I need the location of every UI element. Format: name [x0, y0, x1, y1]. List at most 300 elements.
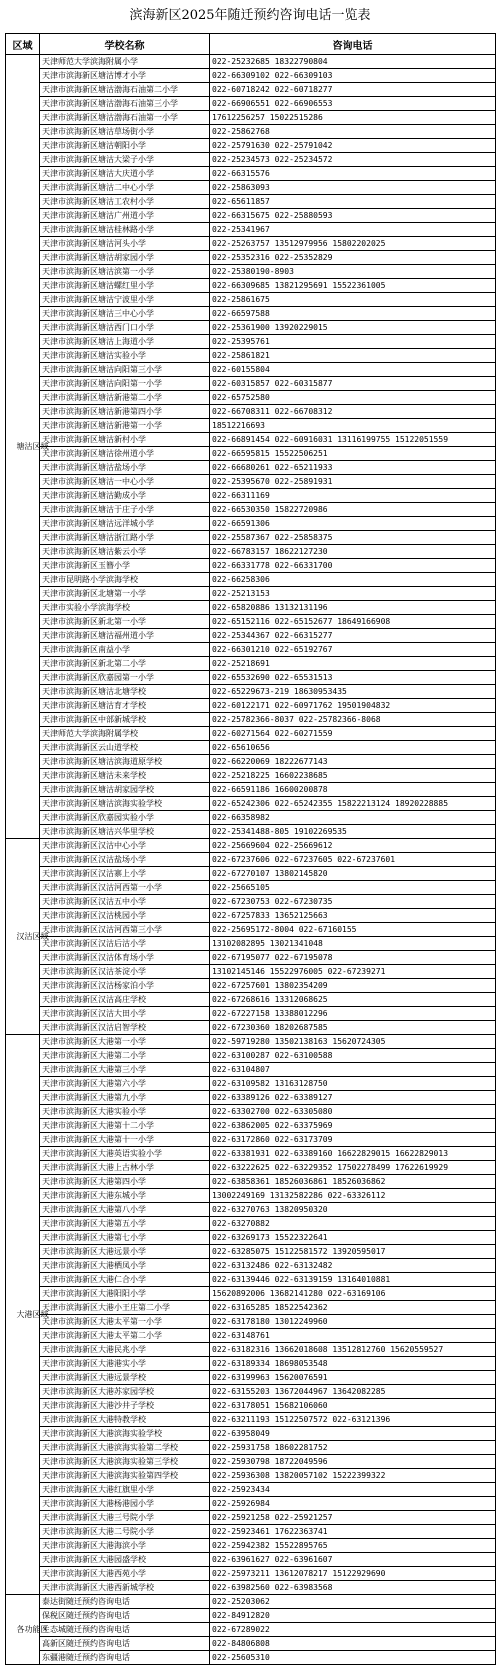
table-row [6, 1315, 496, 1329]
phone-number-cell: 022-63862005 022-63375969 [210, 1119, 496, 1133]
school-name-cell: 泰达街随迁预约咨询电话 [40, 1595, 210, 1609]
table-row [6, 1049, 496, 1063]
phone-number-cell: 022-25923461 17622363741 [210, 1525, 496, 1539]
school-name-cell: 天津市滨海新区大港第七小学 [40, 1231, 210, 1245]
school-name-cell: 天津市滨海新区大港太平第一小学 [40, 1315, 210, 1329]
table-row [6, 685, 496, 699]
school-name-cell: 天津市滨海新区大港西新城学校 [40, 1581, 210, 1595]
phone-number-cell: 022-25380190-8903 [210, 265, 496, 279]
school-name-cell: 天津市滨海新区大港第三小学 [40, 1063, 210, 1077]
phone-number-cell: 022-25203062 [210, 1595, 496, 1609]
table-row [6, 139, 496, 153]
school-name-cell: 天津市滨海新区汉沽大田小学 [40, 1007, 210, 1021]
school-name-cell: 天津市滨海新区欣嘉园实验小学 [40, 811, 210, 825]
phone-number-cell: 022-63100287 022-63100588 [210, 1049, 496, 1063]
table-row [6, 1609, 496, 1623]
phone-number-cell: 022-66708311 022-66708312 [210, 405, 496, 419]
phone-number-cell: 022-66301210 022-65192767 [210, 643, 496, 657]
school-name-cell: 天津市滨海新区新北第一小学 [40, 615, 210, 629]
table-row [6, 881, 496, 895]
phone-number-cell: 022-65611857 [210, 195, 496, 209]
table-row [6, 1035, 496, 1049]
phone-number-cell: 022-66315576 [210, 167, 496, 181]
table-row [6, 531, 496, 545]
header-region: 区域 [6, 34, 40, 55]
table-row [6, 251, 496, 265]
school-name-cell: 天津市滨海新区塘沽兴华里学校 [40, 825, 210, 839]
phone-number-cell: 022-66311169 [210, 489, 496, 503]
phone-number-cell: 022-67257833 13652125663 [210, 909, 496, 923]
phone-number-cell: 022-25695172-8004 022-67160155 [210, 923, 496, 937]
phone-number-cell: 022-25782366-8037 022-25782366-8068 [210, 713, 496, 727]
school-name-cell: 天津市滨海新区塘沽渤海石油第三小学 [40, 97, 210, 111]
phone-number-cell: 022-66891454 022-60916031 13116199755 15122051559 [210, 433, 496, 447]
table-row [6, 1077, 496, 1091]
phone-number-cell: 022-63155203 13672044967 13642082285 [210, 1385, 496, 1399]
phone-number-cell: 022-25341967 [210, 223, 496, 237]
school-name-cell: 天津市滨海新区汉沽后沽小学 [40, 937, 210, 951]
school-name-cell: 天津市滨海新区大港滨海实验第二学校 [40, 1441, 210, 1455]
table-row [6, 1021, 496, 1035]
table-row [6, 489, 496, 503]
table-body [6, 55, 496, 1665]
school-name-cell: 天津市滨海新区塘沽新港第一小学 [40, 419, 210, 433]
table-row [6, 153, 496, 167]
phone-number-cell: 022-25665105 [210, 881, 496, 895]
phone-number-cell: 13102145146 15522976005 022-67239271 [210, 965, 496, 979]
phone-number-cell: 022-66258306 [210, 573, 496, 587]
school-name-cell: 天津市滨海新区汉沽河西第三小学 [40, 923, 210, 937]
phone-number-cell: 022-59719280 13502138163 15620724305 [210, 1035, 496, 1049]
table-row [6, 545, 496, 559]
school-name-cell: 天津市滨海新区塘沽广州道小学 [40, 209, 210, 223]
phone-number-cell: 022-66358982 [210, 811, 496, 825]
table-row [6, 839, 496, 853]
phone-number-cell: 022-67257601 13802354209 [210, 979, 496, 993]
table-row [6, 909, 496, 923]
school-name-cell: 天津市滨海新区塘沽桂林路小学 [40, 223, 210, 237]
table-row [6, 1497, 496, 1511]
table-row [6, 503, 496, 517]
phone-number-cell: 022-63270882 [210, 1217, 496, 1231]
table-row [6, 713, 496, 727]
school-name-cell: 天津市滨海新区大港远景小学 [40, 1245, 210, 1259]
table-row [6, 447, 496, 461]
table-row [6, 1525, 496, 1539]
table-row [6, 1287, 496, 1301]
table-row [6, 1581, 496, 1595]
school-name-cell: 天津师范大学滨海附属学校 [40, 727, 210, 741]
school-name-cell: 天津市滨海新区南益小学 [40, 643, 210, 657]
school-name-cell: 天津市滨海新区大港东城小学 [40, 1189, 210, 1203]
school-name-cell: 天津市滨海新区塘沽福州道小学 [40, 629, 210, 643]
phone-number-cell: 022-63222625 022-63229352 17502278499 17622619929 [210, 1161, 496, 1175]
school-name-cell: 天津市滨海新区大港三号院小学 [40, 1511, 210, 1525]
table-row [6, 1175, 496, 1189]
school-name-cell: 天津市滨海新区塘沽渤海石油第一小学 [40, 111, 210, 125]
phone-number-cell: 022-67268616 13312068625 [210, 993, 496, 1007]
school-name-cell: 天津市滨海新区大港第五小学 [40, 1217, 210, 1231]
phone-number-cell: 022-25395670 022-25891931 [210, 475, 496, 489]
phone-number-cell: 022-25341488-805 19102269535 [210, 825, 496, 839]
school-name-cell: 天津市滨海新区大港第一小学 [40, 1035, 210, 1049]
school-name-cell: 天津市滨海新区大港第八小学 [40, 1203, 210, 1217]
phone-number-cell: 022-25234573 022-25234572 [210, 153, 496, 167]
phone-number-cell: 022-65610656 [210, 741, 496, 755]
table-row [6, 755, 496, 769]
phone-number-cell: 022-66595815 15522506251 [210, 447, 496, 461]
phone-number-cell: 022-63104807 [210, 1063, 496, 1077]
region-label: 大港区域 [16, 1309, 49, 1319]
table-row [6, 1259, 496, 1273]
region-cell [6, 1035, 49, 1595]
phone-number-cell: 022-63132486 022-63132482 [210, 1259, 496, 1273]
region-cell [6, 839, 49, 1035]
school-name-cell: 天津市滨海新区塘沽大庆道小学 [40, 167, 210, 181]
phone-number-cell: 022-25862768 [210, 125, 496, 139]
school-name-cell: 天津市滨海新区塘沽博才小学 [40, 69, 210, 83]
consultation-table [5, 33, 496, 1665]
phone-number-cell: 022-63302700 022-63305080 [210, 1105, 496, 1119]
school-name-cell: 天津市滨海新区大港第四小学 [40, 1175, 210, 1189]
phone-number-cell: 022-63982560 022-63983568 [210, 1581, 496, 1595]
phone-number-cell: 022-25395761 [210, 335, 496, 349]
school-name-cell: 天津市滨海新区大港栖凤小学 [40, 1259, 210, 1273]
phone-number-cell: 022-66906551 022-66906553 [210, 97, 496, 111]
school-name-cell: 天津市滨海新区大港远景学校 [40, 1371, 210, 1385]
phone-number-cell: 13002249169 13132582286 022-63326112 [210, 1189, 496, 1203]
phone-number-cell: 022-66680261 022-65211933 [210, 461, 496, 475]
table-row [6, 601, 496, 615]
school-name-cell: 天津市滨海新区塘沽胡家园小学 [40, 251, 210, 265]
table-row [6, 769, 496, 783]
table-row [6, 657, 496, 671]
table-row [6, 1273, 496, 1287]
school-name-cell: 天津市滨海新区塘沽紫云小学 [40, 545, 210, 559]
phone-number-cell: 022-25921258 022-25921257 [210, 1511, 496, 1525]
phone-number-cell: 022-60315857 022-60315877 [210, 377, 496, 391]
school-name-cell: 天津市滨海新区大港英语实验小学 [40, 1147, 210, 1161]
school-name-cell: 天津市滨海新区大港阳阳小学 [40, 1287, 210, 1301]
school-name-cell: 天津市滨海新区汉沽茶淀小学 [40, 965, 210, 979]
phone-number-cell: 022-25931758 18602281752 [210, 1441, 496, 1455]
school-name-cell: 天津市滨海新区大港第十二小学 [40, 1119, 210, 1133]
school-name-cell: 天津市滨海新区塘沽育才学校 [40, 699, 210, 713]
table-row [6, 1105, 496, 1119]
table-row [6, 517, 496, 531]
phone-number-cell: 022-63199963 15620076591 [210, 1371, 496, 1385]
phone-number-cell: 022-66591186 16600200878 [210, 783, 496, 797]
school-name-cell: 天津市滨海新区大港苏家园学校 [40, 1385, 210, 1399]
school-name-cell: 东疆港随迁预约咨询电话 [40, 1651, 210, 1665]
phone-number-cell: 022-63389126 022-63389127 [210, 1091, 496, 1105]
phone-number-cell: 022-25936308 13820057102 15222399322 [210, 1469, 496, 1483]
phone-number-cell: 022-67289022 [210, 1623, 496, 1637]
school-name-cell: 天津市滨海新区汉沽寨上小学 [40, 867, 210, 881]
school-name-cell: 天津市滨海新区大港第十一小学 [40, 1133, 210, 1147]
table-row [6, 125, 496, 139]
table-row [6, 321, 496, 335]
table-row [6, 111, 496, 125]
school-name-cell: 天津市滨海新区大港沙井子学校 [40, 1399, 210, 1413]
school-name-cell: 天津市滨海新区大港第九小学 [40, 1091, 210, 1105]
phone-number-cell: 022-67237606 022-67237605 022-67237601 [210, 853, 496, 867]
table-row [6, 419, 496, 433]
phone-number-cell: 022-63178180 13012249960 [210, 1315, 496, 1329]
school-name-cell: 天津市滨海新区玉簪小学 [40, 559, 210, 573]
school-name-cell: 天津市滨海新区欣嘉园第一小学 [40, 671, 210, 685]
school-name-cell: 天津市滨海新区汉沽高庄学校 [40, 993, 210, 1007]
table-row [6, 1553, 496, 1567]
table-row [6, 279, 496, 293]
table-row [6, 559, 496, 573]
table-row [6, 363, 496, 377]
table-row [6, 433, 496, 447]
school-name-cell: 天津市滨海新区塘沽远洋城小学 [40, 517, 210, 531]
school-name-cell: 天津市滨海新区塘沽滨海道原学校 [40, 755, 210, 769]
table-row [6, 1301, 496, 1315]
table-row [6, 293, 496, 307]
table-row [6, 783, 496, 797]
table-row [6, 937, 496, 951]
phone-number-cell: 022-25361900 13920229015 [210, 321, 496, 335]
table-row [6, 1357, 496, 1371]
table-row [6, 1441, 496, 1455]
table-row [6, 1539, 496, 1553]
phone-number-cell: 022-63109582 13163128750 [210, 1077, 496, 1091]
school-name-cell: 天津市滨海新区塘沽二中心小学 [40, 181, 210, 195]
table-row [6, 223, 496, 237]
school-name-cell: 天津市滨海新区塘沽一中心小学 [40, 475, 210, 489]
table-row [6, 461, 496, 475]
school-name-cell: 天津市滨海新区塘沽新港第四小学 [40, 405, 210, 419]
school-name-cell: 天津市滨海新区塘沽徐州道小学 [40, 447, 210, 461]
school-name-cell: 天津市滨海新区大港特教学校 [40, 1413, 210, 1427]
phone-number-cell: 022-66597588 [210, 307, 496, 321]
table-row [6, 1413, 496, 1427]
phone-number-cell: 022-25232685 18322790804 [210, 55, 496, 69]
school-name-cell: 天津市滨海新区汉沽杨家泊小学 [40, 979, 210, 993]
school-name-cell: 天津市滨海新区塘沽于庄子小学 [40, 503, 210, 517]
table-row [6, 1231, 496, 1245]
table-row [6, 853, 496, 867]
phone-number-cell: 022-66783157 18622127230 [210, 545, 496, 559]
phone-number-cell: 022-66331778 022-66331700 [210, 559, 496, 573]
table-row [6, 979, 496, 993]
phone-number-cell: 022-65820886 13132131196 [210, 601, 496, 615]
table-row [6, 965, 496, 979]
school-name-cell: 天津市滨海新区塘沽滨海实验学校 [40, 797, 210, 811]
phone-number-cell: 022-67270107 13802145820 [210, 867, 496, 881]
phone-number-cell: 022-60271564 022-60271559 [210, 727, 496, 741]
region-label: 汉沽区域 [16, 931, 49, 941]
school-name-cell: 天津市滨海新区大港西苑小学 [40, 1567, 210, 1581]
phone-number-cell: 022-66309102 022-66309103 [210, 69, 496, 83]
phone-number-cell: 022-25344367 022-66315277 [210, 629, 496, 643]
phone-number-cell: 022-25352316 022-25352829 [210, 251, 496, 265]
school-name-cell: 天津市滨海新区塘沽工农村小学 [40, 195, 210, 209]
phone-number-cell: 022-66530350 15822720986 [210, 503, 496, 517]
table-row [6, 1217, 496, 1231]
header-school: 学校名称 [40, 34, 210, 55]
table-row [6, 1455, 496, 1469]
table-row [6, 1469, 496, 1483]
school-name-cell: 天津市滨海新区塘沽向阳第三小学 [40, 363, 210, 377]
table-row [6, 727, 496, 741]
phone-number-cell: 022-63285075 15122581572 13920595017 [210, 1245, 496, 1259]
school-name-cell: 天津市滨海新区大港海滨小学 [40, 1539, 210, 1553]
phone-number-cell: 022-25863093 [210, 181, 496, 195]
school-name-cell: 天津市滨海新区塘沽胡家园学校 [40, 783, 210, 797]
table-row [6, 1007, 496, 1021]
school-name-cell: 天津市滨海新区塘沽宁波里小学 [40, 293, 210, 307]
table-row [6, 671, 496, 685]
table-row [6, 825, 496, 839]
school-name-cell: 天津市滨海新区塘沽勤成小学 [40, 489, 210, 503]
table-row [6, 643, 496, 657]
school-name-cell: 天津市滨海新区大港第二小学 [40, 1049, 210, 1063]
table-row [6, 741, 496, 755]
phone-number-cell: 022-25213153 [210, 587, 496, 601]
school-name-cell: 天津市滨海新区塘沽上海道小学 [40, 335, 210, 349]
phone-number-cell: 022-25942382 15522895765 [210, 1539, 496, 1553]
table-row [6, 1203, 496, 1217]
school-name-cell: 生态城随迁预约咨询电话 [40, 1623, 210, 1637]
school-name-cell: 天津市滨海新区大港杨港园小学 [40, 1497, 210, 1511]
table-row [6, 587, 496, 601]
phone-number-cell: 022-67230360 18202687585 [210, 1021, 496, 1035]
school-name-cell: 天津市滨海新区塘沽未来学校 [40, 769, 210, 783]
table-row [6, 405, 496, 419]
phone-number-cell: 022-25669604 022-25669612 [210, 839, 496, 853]
table-row [6, 1343, 496, 1357]
school-name-cell: 天津市滨海新区大港二号院小学 [40, 1525, 210, 1539]
phone-number-cell: 022-63269173 15522322641 [210, 1231, 496, 1245]
table-row [6, 1063, 496, 1077]
table-row [6, 629, 496, 643]
school-name-cell: 天津市滨海新区塘沽草场街小学 [40, 125, 210, 139]
table-row [6, 1371, 496, 1385]
phone-number-cell: 022-25923434 [210, 1483, 496, 1497]
school-name-cell: 天津市滨海新区大港港实小学 [40, 1357, 210, 1371]
school-name-cell: 保税区随迁预约咨询电话 [40, 1609, 210, 1623]
phone-number-cell: 022-66309685 13821295691 15522361005 [210, 279, 496, 293]
school-name-cell: 天津市滨海新区新北第二小学 [40, 657, 210, 671]
phone-number-cell: 022-63139446 022-63139159 13164010881 [210, 1273, 496, 1287]
table-header-row [6, 34, 496, 55]
table-row [6, 1427, 496, 1441]
phone-number-cell: 022-25973211 13612078217 15122929690 [210, 1567, 496, 1581]
phone-number-cell: 022-25861821 [210, 349, 496, 363]
region-cell [6, 1595, 49, 1665]
phone-number-cell: 022-67195077 022-67195078 [210, 951, 496, 965]
phone-number-cell: 022-63178051 15682106060 [210, 1399, 496, 1413]
table-row [6, 1147, 496, 1161]
school-name-cell: 天津市滨海新区塘沽大梁子小学 [40, 153, 210, 167]
phone-number-cell: 022-63172860 022-63173709 [210, 1133, 496, 1147]
table-row [6, 195, 496, 209]
table-row [6, 1385, 496, 1399]
phone-number-cell: 022-25926984 [210, 1497, 496, 1511]
school-name-cell: 天津市滨海新区汉沽五中小学 [40, 895, 210, 909]
table-row [6, 1511, 496, 1525]
table-row [6, 1245, 496, 1259]
school-name-cell: 高新区随迁预约咨询电话 [40, 1637, 210, 1651]
school-name-cell: 天津市滨海新区塘沽向阳第一小学 [40, 377, 210, 391]
school-name-cell: 天津市滨海新区汉沽河西第一小学 [40, 881, 210, 895]
school-name-cell: 天津市滨海新区塘沽螺红里小学 [40, 279, 210, 293]
school-name-cell: 天津市滨海新区塘沽浙江路小学 [40, 531, 210, 545]
phone-number-cell: 022-25791630 022-25791042 [210, 139, 496, 153]
school-name-cell: 天津市滨海新区大港上古林小学 [40, 1161, 210, 1175]
phone-number-cell: 022-25605310 [210, 1651, 496, 1665]
phone-number-cell: 17612256257 15022515286 [210, 111, 496, 125]
table-row [6, 377, 496, 391]
table-row [6, 97, 496, 111]
phone-number-cell: 022-60122171 022-60971762 19501904832 [210, 699, 496, 713]
phone-number-cell: 022-65752580 [210, 391, 496, 405]
table-row [6, 1483, 496, 1497]
phone-number-cell: 022-63858361 18526036861 18526036862 [210, 1175, 496, 1189]
phone-number-cell: 022-84806808 [210, 1637, 496, 1651]
region-label: 各功能区 [16, 1624, 49, 1634]
table-row [6, 391, 496, 405]
school-name-cell: 天津市滨海新区大港民兆小学 [40, 1343, 210, 1357]
school-name-cell: 天津市滨海新区塘沽滨第一小学 [40, 265, 210, 279]
table-row [6, 83, 496, 97]
phone-number-cell: 022-66220069 18222677143 [210, 755, 496, 769]
region-cell [6, 55, 49, 839]
school-name-cell: 天津市滨海新区汉沽盐场小学 [40, 853, 210, 867]
phone-number-cell: 022-67230753 022-67230735 [210, 895, 496, 909]
table-row [6, 1091, 496, 1105]
phone-number-cell: 18512216693 [210, 419, 496, 433]
phone-number-cell: 022-63182316 13662018608 13512812760 15620559527 [210, 1343, 496, 1357]
school-name-cell: 天津市实验小学滨海学校 [40, 601, 210, 615]
phone-number-cell: 022-65242306 022-65242355 15822213124 18920228885 [210, 797, 496, 811]
phone-number-cell: 022-65152116 022-65152677 18649166908 [210, 615, 496, 629]
school-name-cell: 天津市滨海新区大港小王庄第二小学 [40, 1301, 210, 1315]
table-row [6, 1623, 496, 1637]
table-row [6, 811, 496, 825]
school-name-cell: 天津市滨海新区塘沽朝阳小学 [40, 139, 210, 153]
phone-number-cell: 022-63270763 13820950320 [210, 1203, 496, 1217]
phone-number-cell: 022-84912820 [210, 1609, 496, 1623]
phone-number-cell: 022-25930798 18722049596 [210, 1455, 496, 1469]
school-name-cell: 天津市滨海新区汉沽体育场小学 [40, 951, 210, 965]
school-name-cell: 天津市滨海新区大港实验小学 [40, 1105, 210, 1119]
school-name-cell: 天津市昆明路小学滨海学校 [40, 573, 210, 587]
table-row [6, 867, 496, 881]
table-row [6, 209, 496, 223]
school-name-cell: 天津市滨海新区塘沽盐场小学 [40, 461, 210, 475]
school-name-cell: 天津市滨海新区大港园盛学校 [40, 1553, 210, 1567]
table-row [6, 1329, 496, 1343]
phone-number-cell: 022-63211193 15122507572 022-63121396 [210, 1413, 496, 1427]
table-row [6, 1399, 496, 1413]
school-name-cell: 天津市滨海新区汉沽启智学校 [40, 1021, 210, 1035]
phone-number-cell: 022-66315675 022-25880593 [210, 209, 496, 223]
school-name-cell: 天津市滨海新区塘沽渤海石油第二小学 [40, 83, 210, 97]
school-name-cell: 天津市滨海新区塘沽实验小学 [40, 349, 210, 363]
table-row [6, 951, 496, 965]
school-name-cell: 天津市滨海新区大港太平第二小学 [40, 1329, 210, 1343]
table-row [6, 1133, 496, 1147]
phone-number-cell: 022-63958049 [210, 1427, 496, 1441]
table-row [6, 573, 496, 587]
table-row [6, 1651, 496, 1665]
table-row [6, 1161, 496, 1175]
